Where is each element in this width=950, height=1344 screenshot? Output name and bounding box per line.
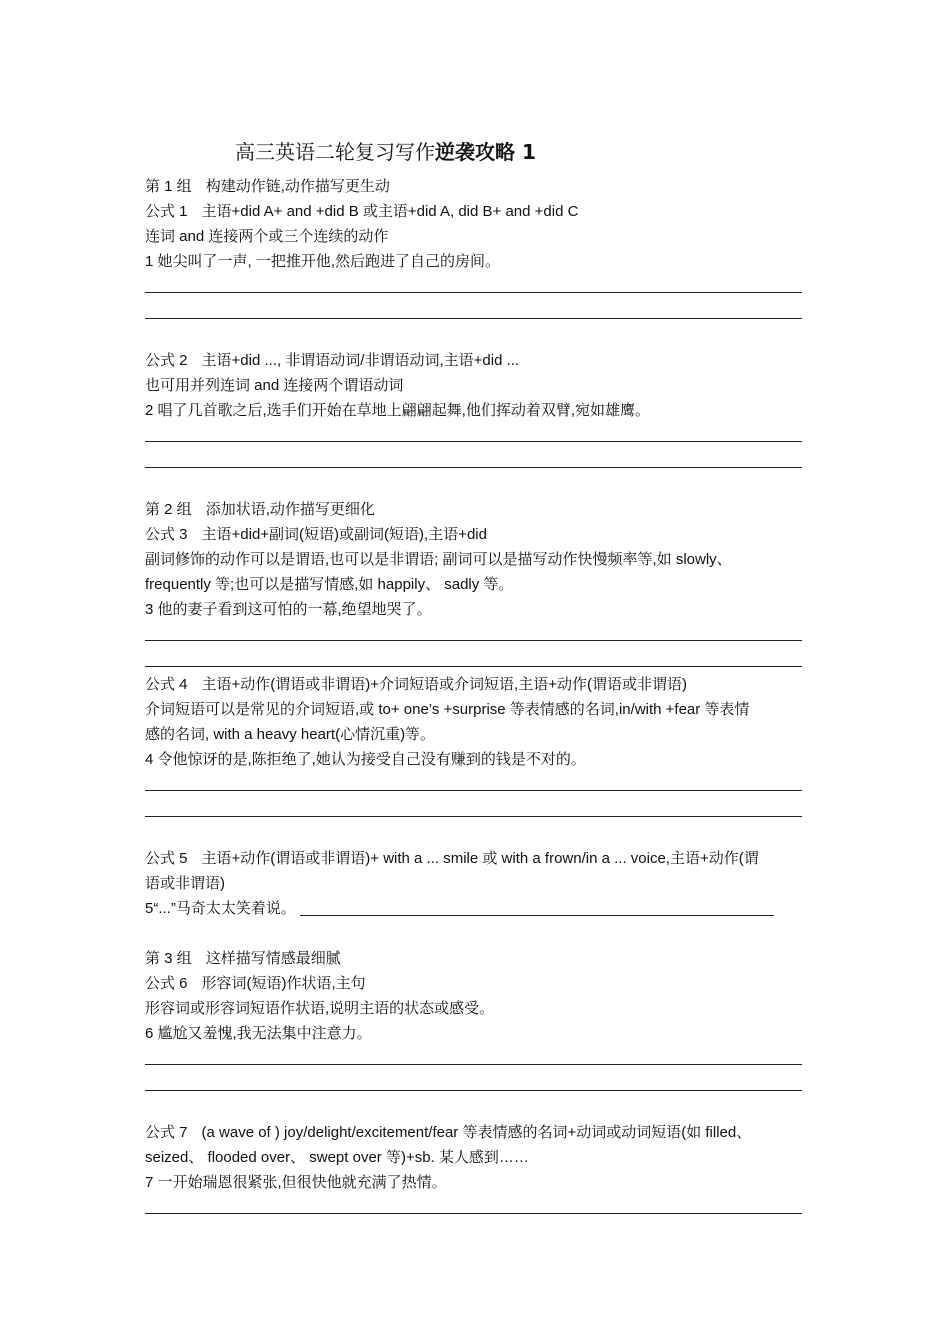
formula-1-note: 连词 and 连接两个或三个连续的动作 [145, 228, 389, 245]
question-2: 2 唱了几首歌之后,选手们开始在草地上翩翩起舞,他们挥动着双臂,宛如雄鹰。 [145, 402, 651, 419]
answer-line[interactable] [145, 1213, 802, 1214]
formula-5-line-2: 语或非谓语) [145, 875, 225, 892]
answer-line[interactable] [145, 318, 802, 319]
question-3: 3 他的妻子看到这可怕的一幕,绝望地哭了。 [145, 601, 432, 618]
answer-line[interactable] [145, 790, 802, 791]
answer-line[interactable] [145, 666, 802, 667]
formula-6: 公式 6 形容词(短语)作状语,主句 [145, 975, 366, 992]
title-bold: 逆袭攻略 1 [435, 140, 536, 164]
group-1-heading: 第 1 组 构建动作链,动作描写更生动 [145, 178, 390, 195]
answer-line[interactable] [145, 1064, 802, 1065]
answer-line[interactable] [145, 292, 802, 293]
formula-4-note-line-2: 感的名词, with a heavy heart(心情沉重)等。 [145, 726, 436, 743]
question-6: 6 尴尬又羞愧,我无法集中注意力。 [145, 1025, 372, 1042]
answer-line[interactable] [145, 441, 802, 442]
group-2-heading: 第 2 组 添加状语,动作描写更细化 [145, 501, 375, 518]
question-1: 1 她尖叫了一声, 一把推开他,然后跑进了自己的房间。 [145, 253, 501, 270]
page-title: 高三英语二轮复习写作逆袭攻略 1 [235, 140, 536, 164]
question-7: 7 一开始瑞恩很紧张,但很快他就充满了热情。 [145, 1174, 447, 1191]
formula-3-note-line-2: frequently 等;也可以是描写情感,如 happily、 sadly 等。 [145, 576, 514, 593]
inline-answer-line[interactable] [300, 915, 774, 916]
formula-7-line-2: seized、 flooded over、 swept over 等)+sb. 某人感到…… [145, 1149, 529, 1166]
answer-line[interactable] [145, 640, 802, 641]
formula-4-note-line-1: 介词短语可以是常见的介词短语,或 to+ one’s +surprise 等表情感的名词,in/with +fear 等表情 [145, 701, 750, 718]
formula-1: 公式 1 主语+did A+ and +did B 或主语+did A, did B+ and +did C [145, 203, 579, 220]
formula-5: 公式 5 主语+动作(谓语或非谓语)+ with a ... smile 或 with a frown/in a ... voice,主语+动作(谓 [145, 850, 759, 867]
formula-2-note: 也可用并列连词 and 连接两个谓语动词 [145, 377, 404, 394]
formula-2: 公式 2 主语+did ..., 非谓语动词/非谓语动词,主语+did ... [145, 352, 520, 369]
formula-3-note-line-1: 副词修饰的动作可以是谓语,也可以是非谓语; 副词可以是描写动作快慢频率等,如 slowly、 [145, 551, 732, 568]
answer-line[interactable] [145, 816, 802, 817]
formula-7: 公式 7 (a wave of ) joy/delight/excitement/fear 等表情感的名词+动词或动词短语(如 filled、 [145, 1124, 752, 1141]
answer-line[interactable] [145, 467, 802, 468]
question-5: 5“...”马奇太太笑着说。 [145, 896, 810, 921]
question-4: 4 令他惊讶的是,陈拒绝了,她认为接受自己没有赚到的钱是不对的。 [145, 751, 586, 768]
group-3-heading: 第 3 组 这样描写情感最细腻 [145, 950, 341, 967]
formula-4: 公式 4 主语+动作(谓语或非谓语)+介词短语或介词短语,主语+动作(谓语或非谓语) [145, 676, 687, 693]
formula-6-note: 形容词或形容词短语作状语,说明主语的状态或感受。 [145, 1000, 495, 1017]
formula-3: 公式 3 主语+did+副词(短语)或副词(短语),主语+did [145, 526, 487, 543]
answer-line[interactable] [145, 1090, 802, 1091]
